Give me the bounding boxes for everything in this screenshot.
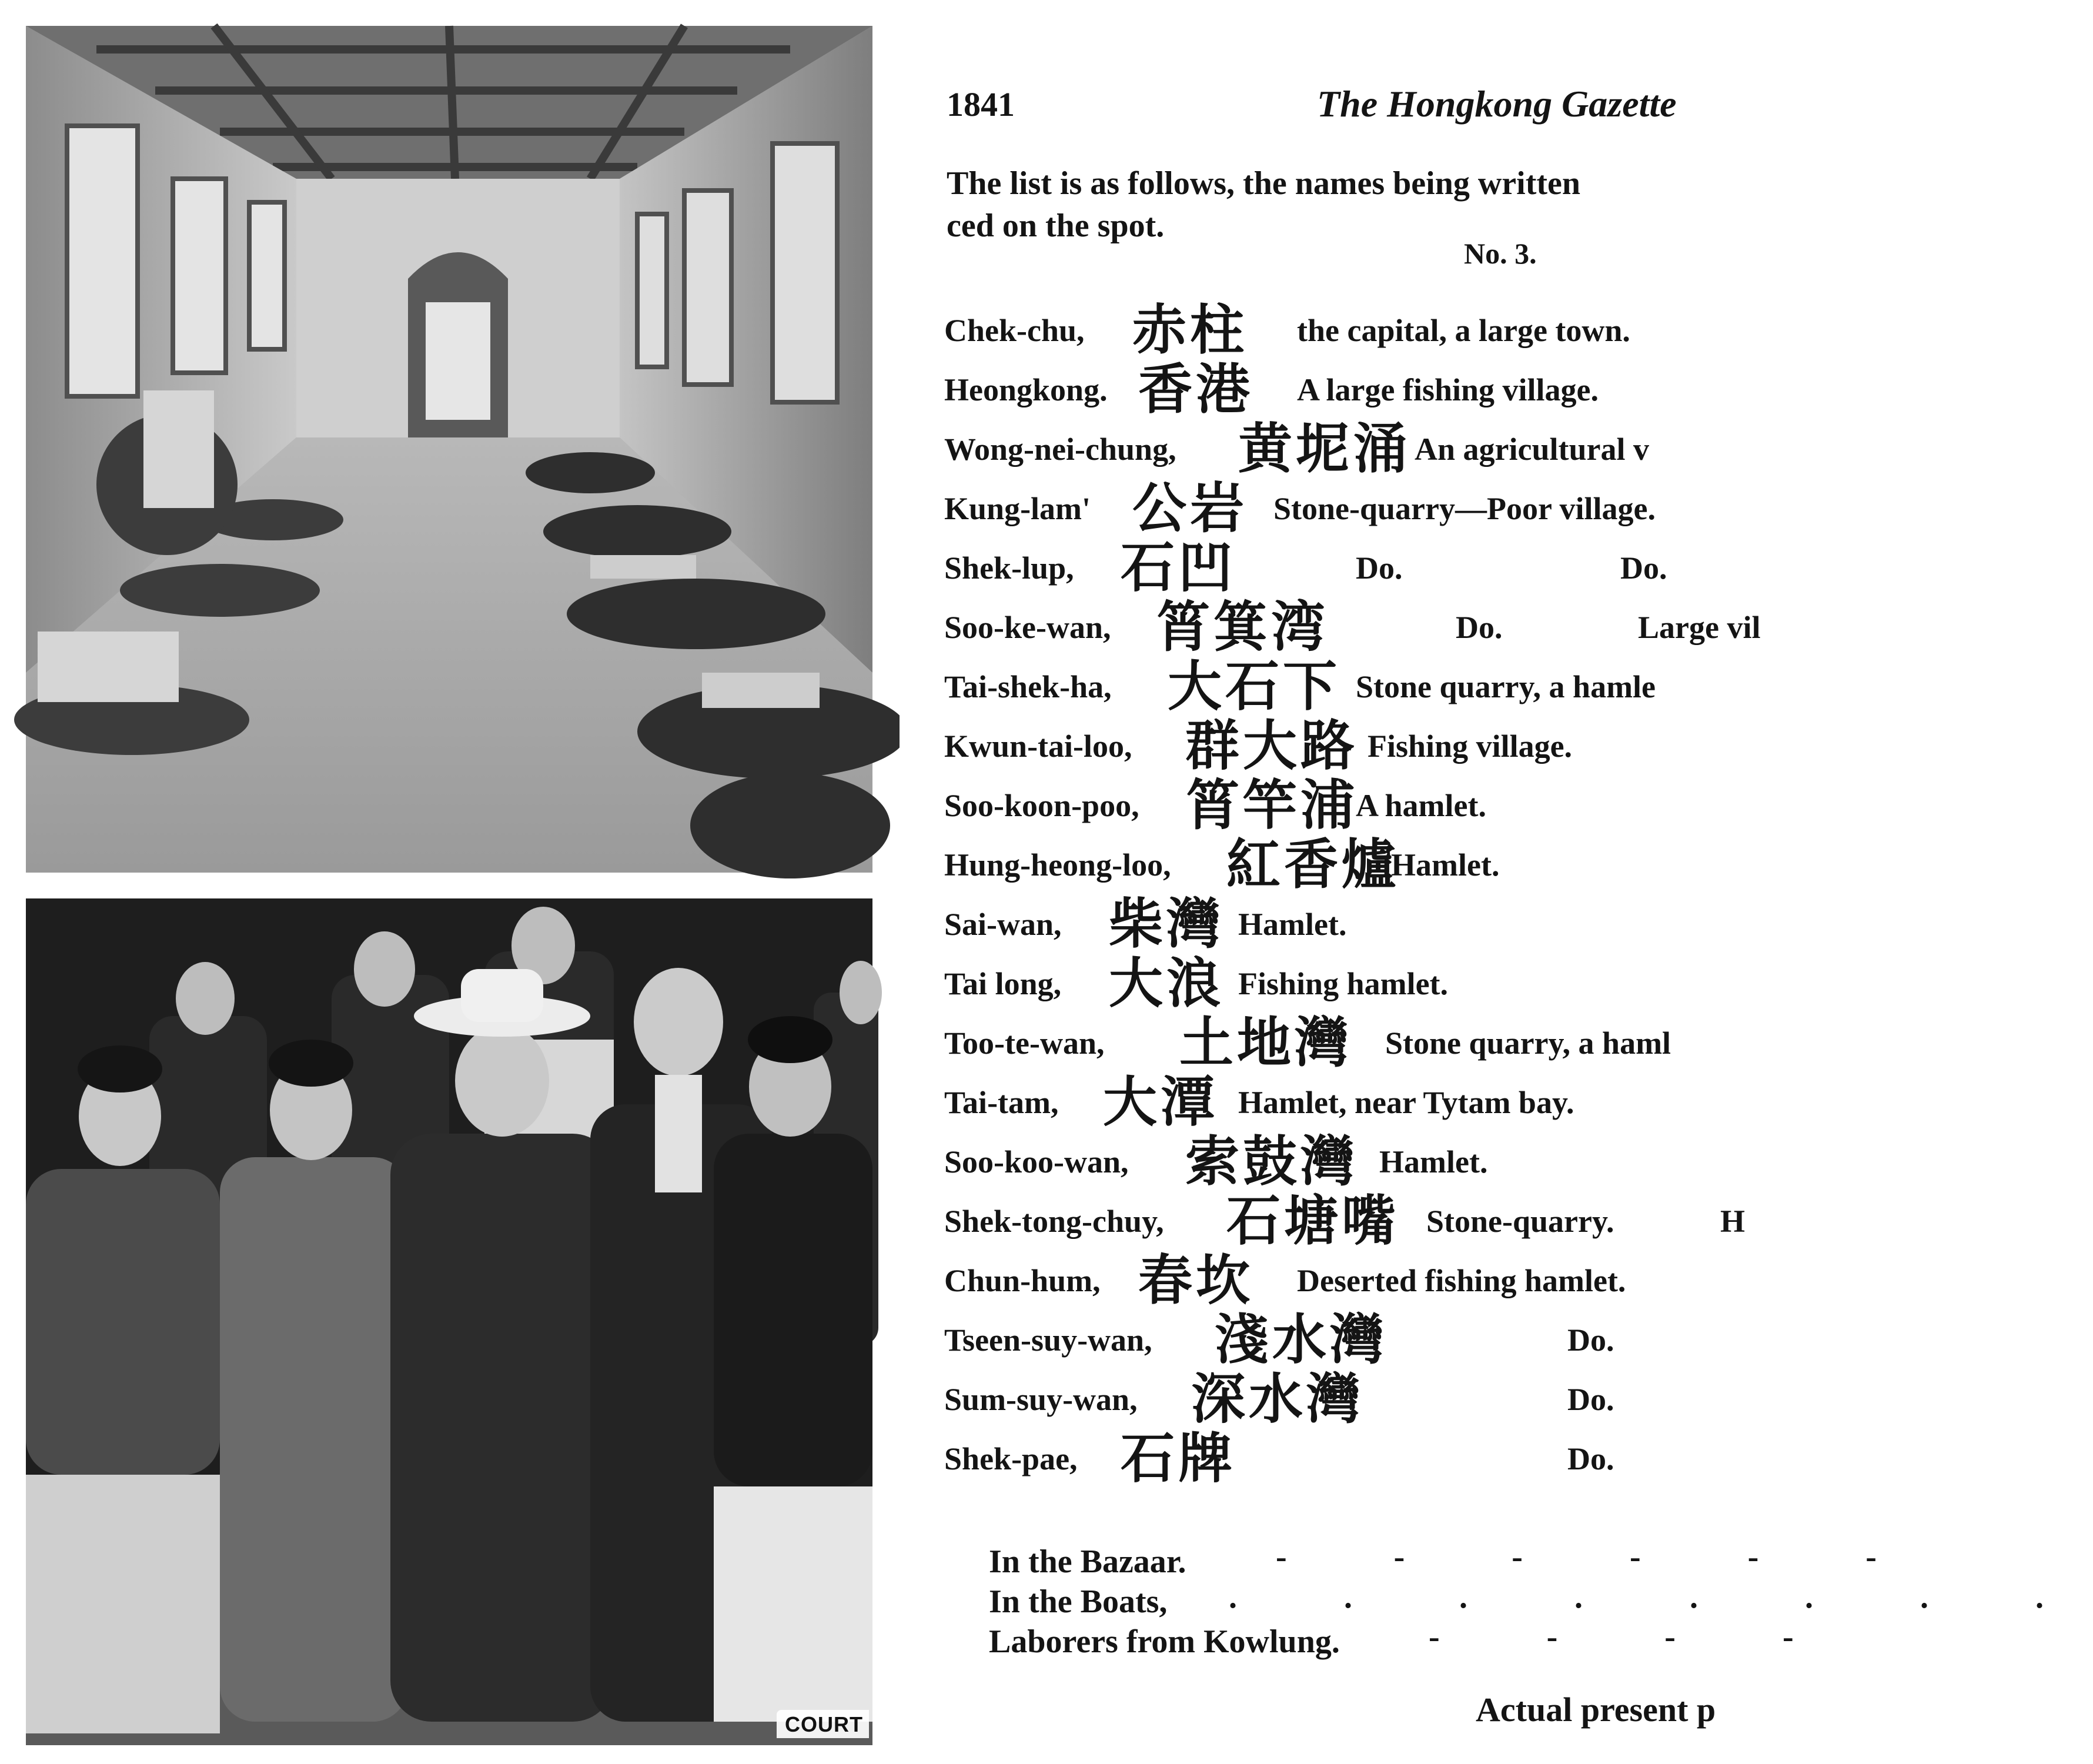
village-description: A hamlet. — [1356, 788, 1486, 823]
summary-bazaar-dots: - - - - - - — [1276, 1539, 1926, 1575]
intro-line-2: ced on the spot. — [947, 208, 1165, 244]
village-name: Chun-hum, — [944, 1263, 1101, 1298]
village-name: Tai-shek-ha, — [944, 669, 1112, 704]
gazette-title: The Hongkong Gazette — [1317, 83, 1677, 125]
gazette-year: 1841 — [947, 85, 1015, 123]
village-name: Soo-koon-poo, — [944, 788, 1139, 823]
village-note: H — [1720, 1204, 1746, 1239]
village-name: Tai long, — [944, 966, 1062, 1001]
village-note: Do. — [1620, 550, 1667, 586]
village-chinese-name: 石牌 — [1121, 1427, 1236, 1490]
summary-laborers-dots: - - - - — [1429, 1619, 1843, 1655]
village-chinese-name: 土地灣 — [1179, 1011, 1353, 1074]
village-description: Fishing hamlet. — [1238, 966, 1449, 1001]
village-description: Do. — [1567, 1382, 1614, 1417]
summary-boats: In the Boats, — [989, 1583, 1168, 1620]
village-name: Kung-lam' — [944, 491, 1091, 526]
gazette-page — [900, 26, 2093, 1743]
summary-laborers: Laborers from Kowlung. — [989, 1623, 1340, 1660]
village-chinese-name: 公岩 — [1132, 477, 1248, 540]
summary-bazaar: In the Bazaar. — [989, 1544, 1186, 1580]
village-description: Hamlet. — [1379, 1144, 1488, 1180]
village-chinese-name: 紅香爐 — [1226, 833, 1400, 896]
group-portrait-photo — [26, 898, 872, 1745]
village-name: Tai-tam, — [944, 1085, 1059, 1120]
village-description: Do. — [1567, 1441, 1614, 1476]
village-description: the capital, a large town. — [1297, 313, 1630, 348]
gazette-intro — [947, 162, 1580, 247]
village-name: Tseen-suy-wan, — [944, 1322, 1152, 1358]
village-chinese-name: 黄坭涌 — [1238, 417, 1412, 480]
village-chinese-name: 香港 — [1138, 358, 1254, 421]
village-name: Sai-wan, — [944, 907, 1062, 942]
village-name: Kwun-tai-loo, — [944, 729, 1132, 764]
village-chinese-name: 筲箕湾 — [1156, 596, 1329, 659]
village-chinese-name: 淺水灣 — [1215, 1308, 1388, 1371]
village-chinese-name: 石凹 — [1121, 536, 1236, 599]
village-description: Hamlet. — [1238, 907, 1347, 942]
village-chinese-name: 大潭 — [1103, 1071, 1219, 1134]
village-description: Fishing village. — [1368, 729, 1573, 764]
village-name: Too-te-wan, — [944, 1025, 1105, 1061]
village-name: Wong-nei-chung, — [944, 432, 1176, 467]
village-chinese-name: 柴灣 — [1109, 893, 1225, 956]
hospital-ward-icon — [26, 26, 872, 873]
village-name: Soo-ke-wan, — [944, 610, 1111, 645]
village-chinese-name: 大石下 — [1168, 655, 1341, 718]
summary-boats-dots: . . . . . . . . — [1229, 1579, 2093, 1615]
village-description: An agricultural v — [1415, 432, 1649, 467]
village-name: Hung-heong-loo, — [944, 847, 1171, 883]
gazette-footer: Actual present p — [1476, 1690, 1716, 1729]
group-portrait-icon — [26, 898, 872, 1745]
village-name: Shek-tong-chuy, — [944, 1204, 1164, 1239]
village-chinese-name: 石塘嘴 — [1226, 1190, 1400, 1252]
list-number: No. 3. — [1464, 237, 1537, 270]
hospital-ward-photo — [26, 26, 872, 873]
village-chinese-name: 群大路 — [1185, 714, 1359, 777]
village-name: Shek-pae, — [944, 1441, 1078, 1476]
village-chinese-name: 索鼓灣 — [1185, 1130, 1359, 1193]
village-name: Heongkong. — [944, 372, 1108, 407]
village-chinese-name: 赤柱 — [1132, 299, 1248, 362]
village-description: Do. — [1356, 550, 1403, 586]
village-description: Stone quarry, a hamle — [1356, 669, 1656, 704]
village-chinese-name: 筲竿浦 — [1185, 774, 1359, 837]
photo-credit: COURT — [777, 1710, 869, 1738]
village-description: Hamlet. — [1391, 847, 1500, 883]
village-description: Stone quarry, a haml — [1385, 1025, 1671, 1061]
village-description: Do. — [1456, 610, 1503, 645]
village-chinese-name: 春坎 — [1138, 1249, 1254, 1312]
village-name: Chek-chu, — [944, 313, 1085, 348]
village-chinese-name: 深水灣 — [1191, 1368, 1365, 1431]
village-description: Stone-quarry. — [1426, 1204, 1614, 1239]
village-name: Soo-koo-wan, — [944, 1144, 1129, 1180]
village-description: Hamlet, near Tytam bay. — [1238, 1085, 1574, 1120]
village-note: Large vil — [1638, 610, 1761, 645]
village-description: Stone-quarry—Poor village. — [1273, 491, 1656, 526]
intro-line-1: The list is as follows, the names being written — [947, 165, 1580, 202]
village-description: A large fishing village. — [1297, 372, 1599, 407]
village-description: Deserted fishing hamlet. — [1297, 1263, 1626, 1298]
village-name: Sum-suy-wan, — [944, 1382, 1138, 1417]
village-name: Shek-lup, — [944, 550, 1074, 586]
village-description: Do. — [1567, 1322, 1614, 1358]
village-chinese-name: 大浪 — [1109, 952, 1225, 1015]
